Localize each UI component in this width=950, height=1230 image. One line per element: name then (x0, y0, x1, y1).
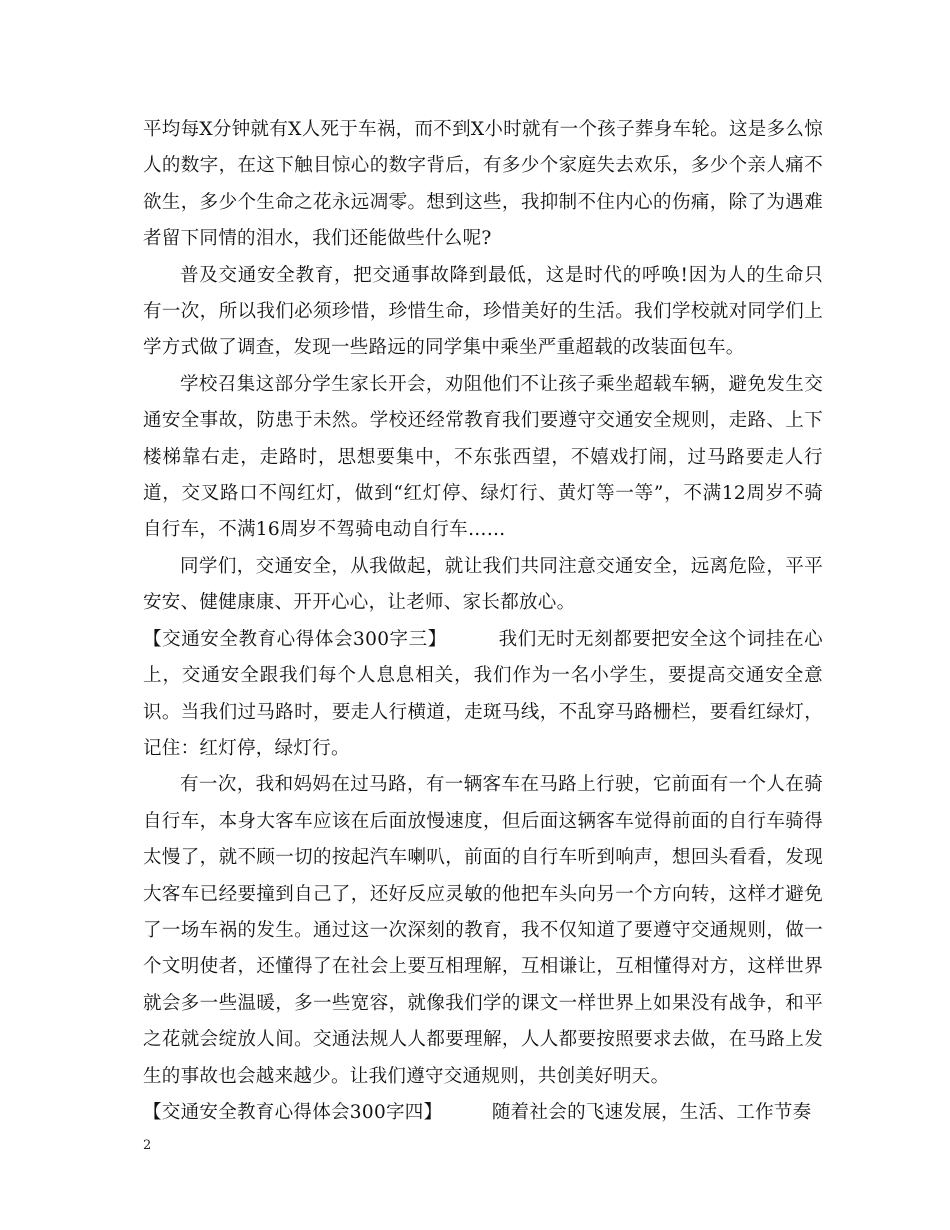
paragraph-text: 我们无时无刻都要把安全这个词挂在心上，交通安全跟我们每个人息息相关，我们作为一名小学生，要提高交通安全意识。当我们过马路时，要走人行横道，走斑马线，不乱穿马路栅栏，要看红绿灯，记住：红灯停，绿灯行。 (143, 628, 823, 759)
paragraph-text: 随着社会的飞速发展，生活、工作节奏 (491, 1101, 812, 1123)
paragraph-2 (143, 258, 823, 367)
section-title: 【交通安全教育心得体会300字三】 (143, 628, 447, 650)
paragraph-5 (143, 622, 823, 768)
paragraph-3 (143, 367, 823, 549)
paragraph-text: 同学们，交通安全，从我做起，就让我们共同注意交通安全，远离危险，平平安安、健健康康、开开心心，让老师、家长都放心。 (143, 555, 823, 614)
section-title: 【交通安全教育心得体会300字四】 (143, 1101, 443, 1123)
paragraph-7 (143, 1095, 823, 1131)
paragraph-text: 平均每X分钟就有X人死于车祸，而不到X小时就有一个孩子葬身车轮。这是多么惊人的数字，在这下触目惊心的数字背后，有多少个家庭失去欢乐，多少个亲人痛不欲生，多少个生命之花永远凋零。想到这些，我抑制不住内心的伤痛，除了为遇难者留下同情的泪水，我们还能做些什么呢? (143, 119, 823, 250)
section-gap (442, 1102, 491, 1123)
paragraph-text: 学校召集这部分学生家长开会，劝阻他们不让孩子乘坐超载车辆，避免发生交通安全事故，防患于未然。学校还经常教育我们要遵守交通安全规则，走路、上下楼梯靠右走，走路时，思想要集中，不东张西望，不嬉戏打闹，过马路要走人行道，交叉路口不闯红灯，做到“红灯停、绿灯行、黄灯等一等”，不满12周岁不骑自行车，不满16周岁不驾骑电动自行车…… (143, 373, 823, 541)
paragraph-text: 有一次，我和妈妈在过马路，有一辆客车在马路上行驶，它前面有一个人在骑自行车，本身大客车应该在后面放慢速度，但后面这辆客车觉得前面的自行车骑得太慢了，就不顾一切的按起汽车喇叭，前面的自行车听到响声，想回头看看，发现大客车已经要撞到自己了，还好反应灵敏的他把车头向另一个方向转，这样才避免了一场车祸的发生。通过这一次深刻的教育，我不仅知道了要遵守交通规则，做一个文明使者，还懂得了在社会上要互相理解，互相谦让，互相懂得对方，这样世界就会多一些温暖，多一些宽容，就像我们学的课文一样世界上如果没有战争，和平之花就会绽放人间。交通法规人人都要理解，人人都要按照要求去做，在马路上发生的事故也会越来越少。让我们遵守交通规则，共创美好明天。 (143, 774, 823, 1087)
paragraph-4 (143, 549, 823, 622)
paragraph-1 (143, 112, 823, 258)
section-gap (447, 629, 499, 650)
paragraph-6 (143, 767, 823, 1095)
page-number: 2 (143, 1138, 152, 1153)
document-body (143, 112, 823, 1131)
paragraph-text: 普及交通安全教育，把交通事故降到最低，这是时代的呼唤!因为人的生命只有一次，所以我们必须珍惜，珍惜生命，珍惜美好的生活。我们学校就对同学们上学方式做了调查，发现一些路远的同学集中乘坐严重超载的改装面包车。 (143, 264, 823, 359)
